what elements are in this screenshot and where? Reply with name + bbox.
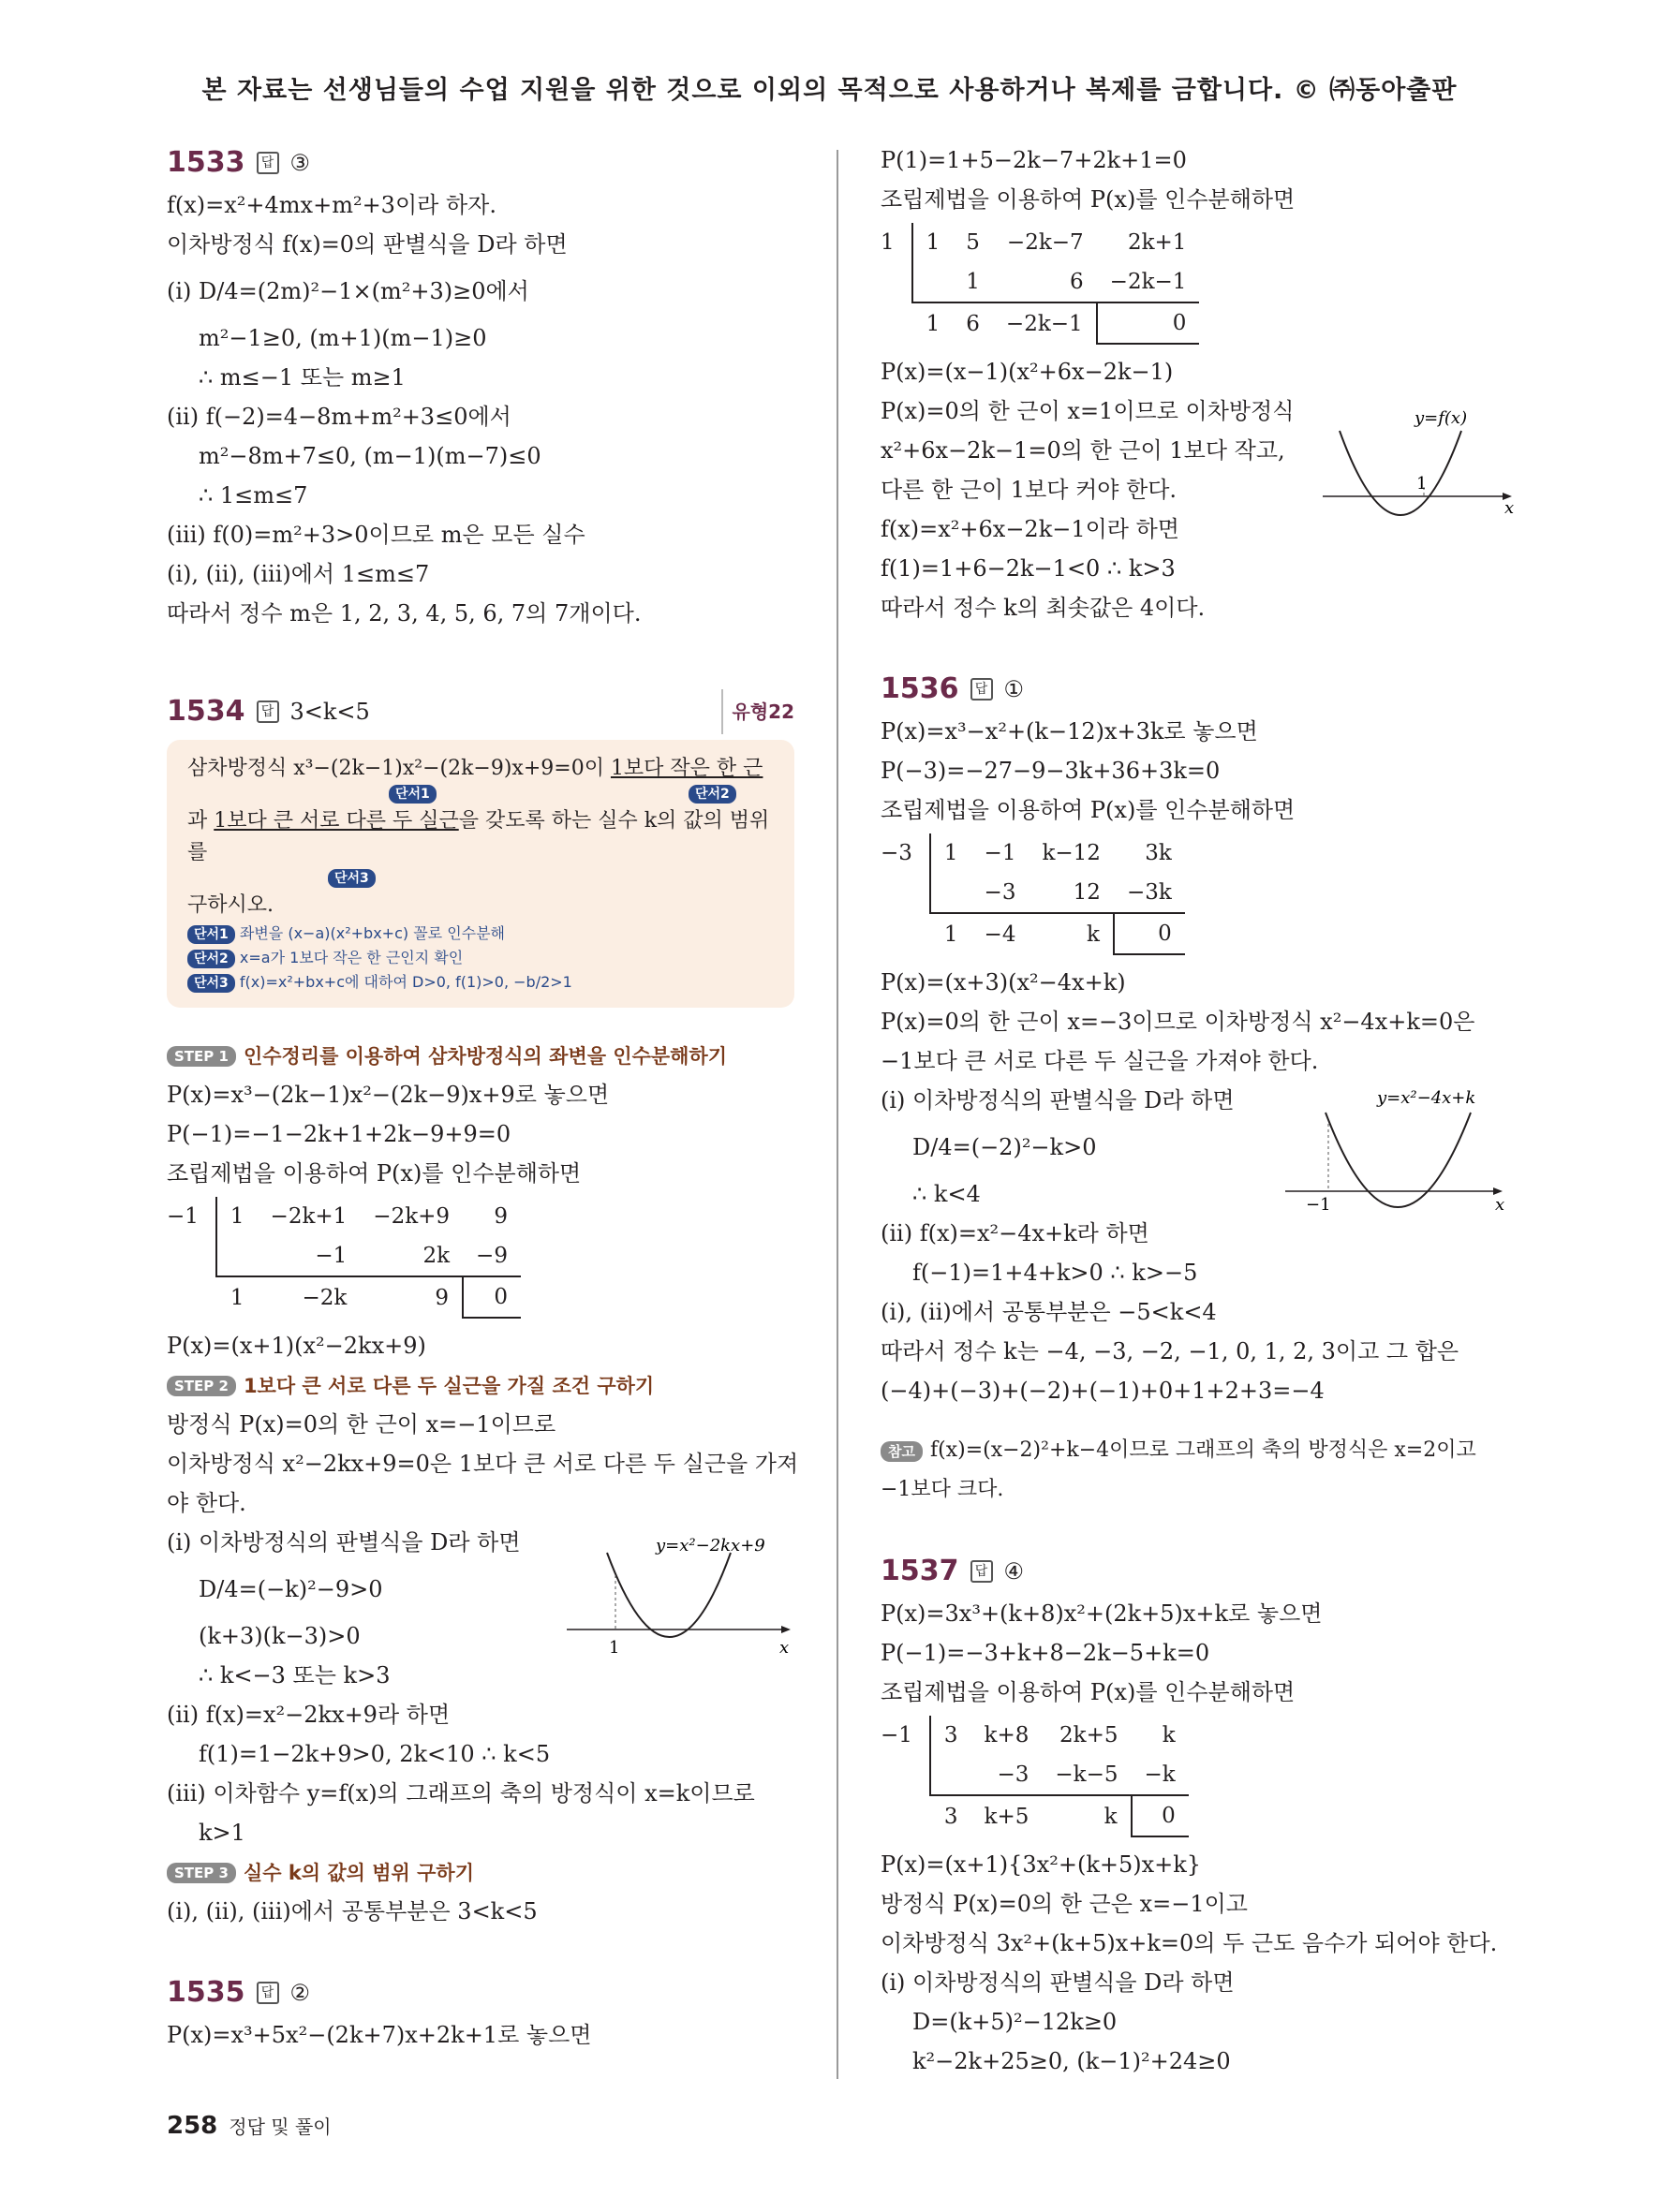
solution-line: ∴ m≤−1 또는 m≥1	[199, 364, 406, 391]
clue-1-badge: 단서1	[187, 925, 235, 944]
solution-line: (iii) 이차함수 y=f(x)의 그래프의 축의 방정식이 x=k이므로	[167, 1780, 755, 1806]
table-cell: 12	[1029, 873, 1113, 913]
solution-line: 다른 한 근이 1보다 커야 한다.	[881, 477, 1178, 503]
solution-line: 따라서 정수 k는 −4, −3, −2, −1, 0, 1, 2, 3이고 그 합은	[881, 1338, 1459, 1364]
table-cell: k	[1162, 1723, 1176, 1747]
table-cell: 1	[943, 922, 958, 947]
table-cell: k+8	[984, 1723, 1029, 1747]
solution-line: f(x)=x²+6x−2k−1이라 하면	[881, 516, 1179, 542]
table-cell: 1	[912, 223, 954, 262]
division-root: −3	[881, 841, 912, 865]
curve-label: y=f(x)	[1415, 408, 1468, 428]
parabola-graph-1534	[562, 1536, 806, 1676]
hint-text: 을 갖도록 하는 실수 k의 값의 범위를	[187, 809, 770, 864]
solution-line: (k+3)(k−3)>0	[199, 1623, 361, 1649]
solution-line: (−4)+(−3)+(−2)+(−1)+0+1+2+3=−4	[881, 1378, 1325, 1404]
solution-line: 따라서 정수 k의 최솟값은 4이다.	[881, 595, 1206, 621]
solution-line: P(x)=0의 한 근이 x=1이므로 이차방정식	[881, 398, 1295, 424]
solution-line: m²−8m+7≤0, (m−1)(m−7)≤0	[199, 443, 541, 469]
solution-line: k²−2k+25≥0, (k−1)²+24≥0	[912, 2048, 1231, 2074]
remainder-cell: 0	[1097, 302, 1200, 344]
solution-line: D/4=(−k)²−9>0	[199, 1576, 383, 1602]
hint-box	[167, 740, 794, 1008]
solution-line: f(1)=1+6−2k−1<0 ∴ k>3	[881, 555, 1176, 582]
x-axis-arrow	[1493, 1187, 1503, 1195]
clue-3-badge: 단서3	[187, 974, 235, 993]
solution-line: (iii) f(0)=m²+3>0이므로 m은 모든 실수	[167, 522, 585, 548]
solution-line: (ii) f(x)=x²−2kx+9라 하면	[167, 1702, 451, 1728]
solution-line: (i) 이차방정식의 판별식을 D라 하면	[167, 1529, 521, 1556]
answer-tag: 답	[970, 1560, 993, 1583]
step-2-heading	[167, 1365, 794, 1405]
solution-line: 따라서 정수 m은 1, 2, 3, 4, 5, 6, 7의 7개이다.	[167, 600, 642, 627]
parabola-curve	[1326, 1113, 1471, 1207]
solution-line: 방정식 P(x)=0의 한 근이 x=−1이므로	[167, 1411, 556, 1438]
clue-text: x=a가 1보다 작은 한 근인지 확인	[239, 949, 464, 966]
solution-line: ∴ k<4	[912, 1181, 981, 1207]
solution-line: (i), (ii), (iii)에서 1≤m≤7	[167, 561, 430, 587]
solution-line: −1보다 큰 서로 다른 두 실근을 가져야 한다.	[881, 1048, 1319, 1074]
page-footer	[167, 2112, 332, 2140]
table-cell: −3	[971, 1755, 1043, 1795]
answer: 3<k<5	[289, 699, 370, 725]
division-root: −1	[881, 1723, 912, 1747]
step-title: 1보다 큰 서로 다른 두 실근을 가질 조건 구하기	[243, 1375, 655, 1397]
table-cell: 6	[966, 311, 980, 336]
axis-label-x: x	[1495, 1195, 1505, 1215]
left-column	[167, 140, 799, 2055]
solution-line: P(−1)=−3+k+8−2k−5+k=0	[881, 1640, 1210, 1666]
table-cell: 2k+5	[1059, 1723, 1118, 1747]
solution-line: 이차방정식 3x²+(k+5)x+k=0의 두 근도 음수가 되어야 한다.	[881, 1930, 1498, 1956]
division-root: −1	[167, 1204, 199, 1229]
problem-number: 1535	[167, 1976, 245, 2009]
solution-line: 야 한다.	[167, 1490, 246, 1516]
tick-label-1: 1	[1416, 474, 1428, 494]
step-badge: STEP 2	[167, 1376, 236, 1396]
step-badge: STEP 3	[167, 1863, 236, 1883]
answer: ④	[1003, 1558, 1025, 1585]
solution-line: ∴ k<−3 또는 k>3	[199, 1662, 391, 1688]
step-title: 인수정리를 이용하여 삼차방정식의 좌변을 인수분해하기	[243, 1045, 728, 1068]
solution-line: 조립제법을 이용하여 P(x)를 인수분해하면	[167, 1160, 582, 1187]
solution-line: m²−1≥0, (m+1)(m−1)≥0	[199, 325, 487, 351]
step-3-heading	[167, 1852, 794, 1892]
table-cell: −3k	[1114, 873, 1185, 913]
column-divider	[837, 150, 838, 2079]
clue-text: f(x)=x²+bx+c에 대하여 D>0, f(1)>0, −b/2>1	[239, 973, 572, 991]
hint-underlined-text: 1보다 큰 서로 다른 두 실근	[214, 809, 459, 833]
clue-text: 좌변을 (x−a)(x²+bx+c) 꼴로 인수분해	[239, 924, 506, 942]
parabola-curve	[1340, 431, 1461, 515]
parabola-graph-1536	[1283, 1086, 1518, 1227]
solution-line: (i) 이차방정식의 판별식을 D라 하면	[881, 1087, 1235, 1113]
table-cell: −4	[984, 922, 1016, 947]
problem-number: 1534	[167, 695, 245, 728]
hint-question-line	[187, 753, 776, 785]
solution-line: P(x)=x³−(2k−1)x²−(2k−9)x+9로 놓으면	[167, 1082, 610, 1108]
clue-1-badge: 단서1	[389, 785, 437, 804]
solution-line: 조립제법을 이용하여 P(x)를 인수분해하면	[881, 1679, 1296, 1705]
table-cell: −k−5	[1042, 1755, 1131, 1795]
table-cell: 1	[216, 1197, 258, 1236]
answer-tag: 답	[970, 678, 993, 700]
problem-1533-heading	[167, 140, 794, 185]
table-cell: 3	[930, 1716, 971, 1755]
table-cell	[216, 1236, 258, 1276]
solution-line: f(x)=x²+4mx+m²+3이라 하자.	[167, 192, 496, 218]
tick-label-1: 1	[609, 1638, 620, 1658]
note-line: −1보다 크다.	[881, 1478, 1004, 1501]
table-cell	[930, 1755, 971, 1795]
synthetic-division-table	[881, 833, 1185, 955]
tick-label-minus-1: −1	[1306, 1195, 1331, 1215]
table-cell: 1	[930, 833, 971, 873]
remainder-cell: 0	[1132, 1795, 1189, 1836]
reference-note	[881, 1431, 1518, 1510]
type-tag: 유형22	[721, 689, 794, 734]
solution-line: (i) 이차방정식의 판별식을 D라 하면	[881, 1969, 1235, 1996]
clue-row	[187, 922, 776, 946]
axis-label-x: x	[1504, 498, 1515, 518]
x-axis-arrow	[781, 1626, 791, 1633]
hint-question-line: 구하시오.	[187, 893, 274, 917]
solution-line: P(1)=1+5−2k−7+2k+1=0	[881, 147, 1187, 173]
solution-line: (ii) f(x)=x²−4x+k라 하면	[881, 1220, 1149, 1246]
solution-line: 이차방정식 x²−2kx+9=0은 1보다 큰 서로 다른 두 실근을 가져	[167, 1451, 799, 1477]
table-cell: 2k	[360, 1236, 463, 1276]
table-cell: −k	[1132, 1755, 1189, 1795]
problem-number: 1533	[167, 146, 245, 179]
table-cell: 6	[993, 262, 1097, 302]
answer: ②	[289, 1980, 311, 2006]
clue-2-badge: 단서2	[689, 785, 736, 804]
table-cell: 9	[435, 1285, 450, 1310]
solution-line: ∴ 1≤m≤7	[199, 482, 308, 509]
clue-3-badge: 단서3	[328, 869, 376, 888]
solution-line: (i), (ii), (iii)에서 공통부분은 3<k<5	[167, 1898, 538, 1924]
table-cell: 1	[230, 1285, 244, 1310]
note-text: f(x)=(x−2)²+k−4이므로 그래프의 축의 방정식은 x=2이고	[929, 1438, 1476, 1462]
solution-line: 이차방정식 f(x)=0의 판별식을 D라 하면	[167, 231, 568, 258]
answer: ①	[1003, 676, 1025, 702]
synthetic-division-table	[167, 1197, 521, 1319]
synthetic-division-table	[881, 223, 1199, 345]
problem-1537-heading	[881, 1549, 1518, 1594]
table-cell: 9	[494, 1204, 508, 1229]
solution-line: P(x)=(x+3)(x²−4x+k)	[881, 969, 1126, 995]
hint-question-line	[187, 805, 776, 869]
page-number: 258	[167, 2112, 218, 2140]
hint-underlined-text: 1보다 작은 한 근	[610, 757, 763, 780]
curve-label: y=x²−4x+k	[1377, 1088, 1476, 1108]
solution-line: (i), (ii)에서 공통부분은 −5<k<4	[881, 1299, 1217, 1325]
clue-row	[187, 946, 776, 970]
table-cell: −2k+1	[270, 1204, 348, 1229]
note-badge: 참고	[881, 1441, 923, 1462]
answer-tag: 답	[257, 152, 279, 174]
table-cell: 3k	[1145, 841, 1172, 865]
division-root: 1	[881, 230, 895, 255]
footer-label: 정답 및 풀이	[229, 2116, 332, 2138]
problem-1535-heading	[167, 1970, 794, 2015]
table-cell: 3	[943, 1804, 958, 1829]
clue-2-badge: 단서2	[187, 950, 235, 968]
solution-line: P(x)=(x−1)(x²+6x−2k−1)	[881, 359, 1174, 385]
problem-1534-heading	[167, 689, 794, 734]
solution-line: D=(k+5)²−12k≥0	[912, 2009, 1118, 2035]
solution-line: 방정식 P(x)=0의 한 근은 x=−1이고	[881, 1891, 1248, 1917]
table-cell: −2k	[302, 1285, 348, 1310]
solution-line: P(x)=(x+1)(x²−2kx+9)	[167, 1333, 426, 1359]
table-cell: −2k−1	[1097, 262, 1200, 302]
solution-line: (i) D/4=(2m)²−1×(m²+3)≥0에서	[167, 278, 529, 304]
solution-line: k>1	[199, 1820, 245, 1846]
problem-1536-heading	[881, 667, 1518, 712]
table-cell: −9	[463, 1236, 521, 1276]
problem-number: 1537	[881, 1555, 959, 1587]
solution-line: P(−1)=−1−2k+1+2k−9+9=0	[167, 1121, 511, 1147]
step-badge: STEP 1	[167, 1046, 236, 1067]
table-cell	[912, 262, 954, 302]
step-title: 실수 k의 값의 범위 구하기	[243, 1862, 475, 1884]
table-cell: −3	[971, 873, 1029, 913]
table-cell: k+5	[984, 1804, 1029, 1829]
curve-label: y=x²−2kx+9	[656, 1536, 765, 1556]
table-cell	[930, 873, 971, 913]
table-cell: k	[1087, 922, 1100, 947]
solution-line: 조립제법을 이용하여 P(x)를 인수분해하면	[881, 797, 1296, 823]
solution-line: 조립제법을 이용하여 P(x)를 인수분해하면	[881, 186, 1296, 213]
table-cell: −2k−7	[1006, 230, 1084, 255]
problem-number: 1536	[881, 672, 959, 705]
solution-line: x²+6x−2k−1=0의 한 근이 1보다 작고,	[881, 437, 1285, 464]
step-1-heading	[167, 1036, 794, 1075]
synthetic-division-table	[881, 1716, 1189, 1837]
hint-text: 과	[187, 809, 215, 833]
remainder-cell: 0	[1114, 913, 1185, 954]
parabola-curve	[607, 1553, 731, 1637]
table-cell: −1	[984, 841, 1016, 865]
table-cell: 1	[926, 311, 941, 336]
note-line	[881, 1431, 1518, 1470]
table-cell: 2k+1	[1127, 230, 1187, 255]
copyright-header: 본 자료는 선생님들의 수업 지원을 위한 것으로 이외의 목적으로 사용하거나 복제를 금합니다. © ㈜동아출판	[201, 76, 1458, 105]
remainder-cell: 0	[463, 1276, 521, 1318]
table-cell: −2k−1	[1005, 311, 1083, 336]
answer-tag: 답	[257, 700, 279, 723]
table-cell: k	[1104, 1804, 1118, 1829]
solution-line: (ii) f(−2)=4−8m+m²+3≤0에서	[167, 404, 511, 430]
solution-line: P(−3)=−27−9−3k+36+3k=0	[881, 758, 1221, 784]
solution-line: P(x)=0의 한 근이 x=−3이므로 이차방정식 x²−4x+k=0은	[881, 1009, 1475, 1035]
solution-line: P(x)=3x³+(k+8)x²+(2k+5)x+k로 놓으면	[881, 1600, 1323, 1627]
solution-line: f(1)=1−2k+9>0, 2k<10 ∴ k<5	[199, 1741, 551, 1767]
hint-text: 삼차방정식 x³−(2k−1)x²−(2k−9)x+9=0이	[187, 757, 611, 780]
answer: ③	[289, 150, 311, 176]
solution-line: D/4=(−2)²−k>0	[912, 1134, 1097, 1160]
table-cell: 5	[966, 230, 980, 255]
solution-line: f(−1)=1+4+k>0 ∴ k>−5	[912, 1260, 1198, 1286]
answer-tag: 답	[257, 1982, 279, 2004]
table-cell: k−12	[1042, 841, 1101, 865]
clue-row	[187, 970, 776, 995]
table-cell: −2k+9	[373, 1204, 451, 1229]
table-cell: −1	[258, 1236, 361, 1276]
solution-line: P(x)=x³−x²+(k−12)x+3k로 놓으면	[881, 718, 1258, 745]
parabola-graph-1535	[1321, 403, 1527, 553]
axis-label-x: x	[779, 1638, 790, 1658]
solution-line: P(x)=x³+5x²−(2k+7)x+2k+1로 놓으면	[167, 2022, 592, 2048]
solution-line: P(x)=(x+1){3x²+(k+5)x+k}	[881, 1851, 1202, 1878]
table-cell: 1	[953, 262, 993, 302]
